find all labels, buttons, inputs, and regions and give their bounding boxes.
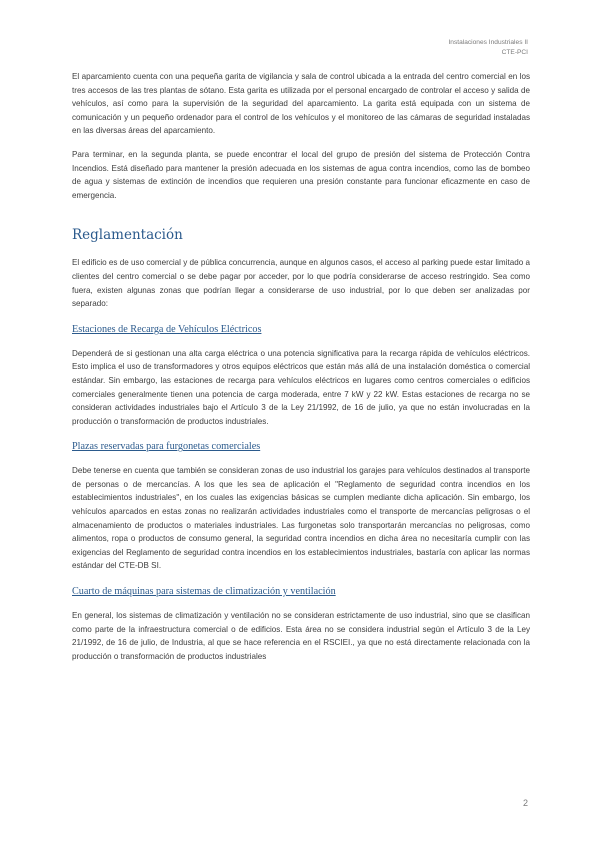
paragraph-parking-control: El aparcamiento cuenta con una pequeña garita de vigilancia y sala de control ubicada a la entrada del centro comercial en los tres accesos de las tres plantas de sótano. Esta garita es utilizada por el personal encargado de controlar el acceso y salida de vehículos, así como para la supervisión de la seguridad del aparcamiento. La garita está equipada con un sistema de comunicación y un pequeño ordenador para el control de los vehículos y el monitoreo de las cámaras de seguridad instaladas en las diversas áreas del aparcamiento. [72,72,530,136]
paragraph-pressure-group: Para terminar, en la segunda planta, se puede encontrar el local del grupo de presión del sistema de Protección Contra Incendios. Está diseñado para mantener la presión adecuada en los sistemas de agua contra incendios, como las de bombeo de agua y sistemas de extinción de incendios que requieren una presión constante para funcionar eficazmente en caso de emergencia. [72,149,530,200]
running-header [448,38,528,58]
section-title-reglamentacion: Reglamentación [72,227,183,244]
header-course: Instalaciones Industriales II [448,39,528,46]
paragraph-hvac-room: En general, los sistemas de climatización y ventilación no se consideran estrictamente de uso industrial, sino que se clasifican como parte de la infraestructura comercial o de edificios. Esta área no se considera industrial según el Artículo 3 de la Ley 21/1992, de 16 de julio, de Industria, al que se hace referencia en el RSCIEI., ya que no está directamente relacionada con la producción o transformación de productos industriales [72,611,530,661]
paragraph-vans: Debe tenerse en cuenta que también se consideran zonas de uso industrial los garajes para vehículos destinados al transporte de personas o de mercancías. A los que les sea de aplicación el "Reglamento de seguridad contra incendios en los establecimientos industriales", en los cuales las exigencias básicas se cumplen mediante dicha aplicación. Sin embargo, los vehículos aparcados en estas zonas no realizarán actividades industriales como el transporte de mercancías peligrosas o el almacenamiento de productos o materiales industriales. Las furgonetas solo transportarán mercancías no peligrosas, como alimentos, ropa o productos de consumo general, la seguridad contra incendios en dicha área no necesitaría cumplir con las exigencias del Reglamento de seguridad contra incendios en los establecimientos industriales, bastaría con aplicar las normas estándar del CTE-DB SI. [72,466,530,571]
page-number: 2 [522,798,528,808]
subsection-title-ev-charging: Estaciones de Recarga de Vehículos Eléctricos [72,323,262,335]
subsection-title-vans: Plazas reservadas para furgonetas comerciales [72,441,261,453]
paragraph-ev-charging: Dependerá de si gestionan una alta carga eléctrica o una potencia significativa para la recarga rápida de vehículos eléctricos. Esto implica el uso de transformadores y otros equipos eléctricos que están más allá de una instalación doméstica o comercial estándar. Sin embargo, las estaciones de recarga para vehículos eléctricos en lugares como centros comerciales o edificios comerciales generalmente tienen una potencia de carga moderada, entre 7 kW y 22 kW. Estas estaciones de recarga no se consideran actividades industriales bajo el Artículo 3 de la Ley 21/1992, de 16 de julio, ya que no están involucradas en la producción o transformación de productos industriales. [72,348,530,426]
subsection-title-hvac-room: Cuarto de máquinas para sistemas de climatización y ventilación [72,586,336,598]
paragraph-reglamentacion-intro: El edificio es de uso comercial y de pública concurrencia, aunque en algunos casos, el acceso al parking puede estar limitado a clientes del centro comercial o se debe pagar por acceder, por lo que podría considerarse de acceso restringido. Sea como fuera, existen algunas zonas que podrían llegar a considerarse de uso industrial, por lo que deben ser analizadas por separado: [72,258,530,309]
document-body [72,70,530,673]
header-subject: CTE-PCI [501,49,528,56]
